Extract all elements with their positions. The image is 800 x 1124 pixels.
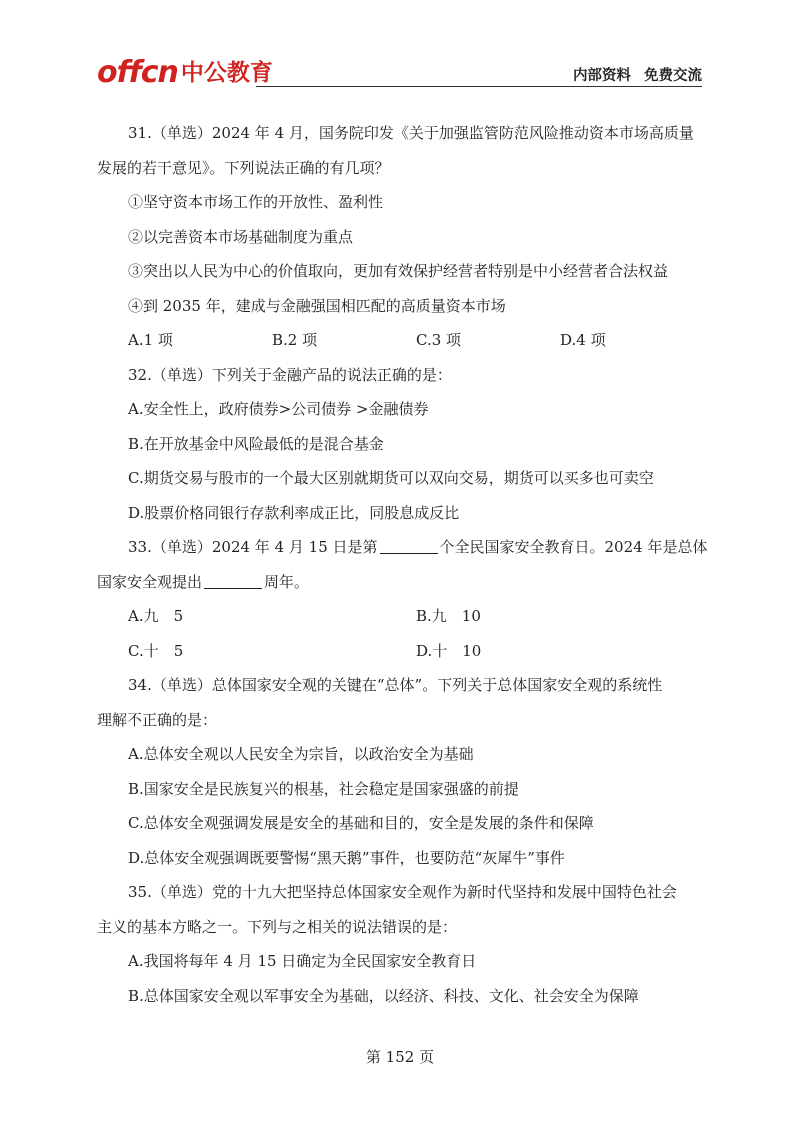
- header-divider: [256, 86, 702, 87]
- q31-statement-3: ③突出以人民为中心的价值取向，更加有效保护经营者特别是中小经营者合法权益: [128, 262, 669, 280]
- q31-option-c: C.3 项: [416, 331, 462, 349]
- tag-free: 免费交流: [644, 68, 702, 84]
- q32-option-d: D.股票价格同银行存款利率成正比，同股息成反比: [128, 503, 460, 522]
- q33-option-a: A.九 5: [128, 607, 184, 625]
- q31-options: [128, 323, 704, 358]
- q35-stem-line2: 主义的基本方略之一。下列与之相关的说法错误的是：: [97, 917, 458, 936]
- q35-option-a: A.我国将每年 4 月 15 日确定为全民国家安全教育日: [128, 952, 477, 970]
- q33-stem-part4: 周年。: [264, 572, 310, 591]
- q31-option-d: D.4 项: [560, 331, 606, 349]
- question-content: [97, 116, 708, 1013]
- q33-stem-line2: [97, 565, 704, 600]
- q33-option-d: D.十 10: [416, 641, 482, 660]
- q33-options-row1: [128, 599, 704, 634]
- q33-stem-line1: [128, 530, 708, 565]
- q31-option-a: A.1 项: [128, 331, 173, 349]
- q33-stem-part3: 国家安全观提出: [97, 572, 203, 591]
- q33-blank-1: [380, 539, 438, 554]
- q31-statement-1: ①坚守资本市场工作的开放性、盈利性: [128, 193, 384, 211]
- q31-stem-line1: 31.（单选）2024 年 4 月，国务院印发《关于加强监管防范风险推动资本市场高质量: [128, 124, 694, 142]
- q31-statement-4: ④到 2035 年，建成与金融强国相匹配的高质量资本市场: [128, 296, 506, 315]
- q31-stem-line2: 发展的若干意见》。下列说法正确的有几项？: [97, 158, 390, 177]
- q33-option-c: C.十 5: [128, 641, 184, 660]
- page-number: 第 152 页: [365, 1048, 435, 1066]
- q35-stem-line1: 35.（单选）党的十九大把坚持总体国家安全观作为新时代坚持和发展中国特色社会: [128, 883, 677, 901]
- q34-option-a: A.总体安全观以人民安全为宗旨，以政治安全为基础: [128, 745, 474, 763]
- q34-option-d: D.总体安全观强调既要警惕“黑天鹅”事件，也要防范“灰犀牛”事件: [128, 848, 565, 867]
- offcn-logo: [97, 56, 273, 90]
- header-tagline: [573, 64, 702, 85]
- q34-stem-line2: 理解不正确的是：: [97, 710, 218, 729]
- q33-stem-part2: 个全民国家安全教育日。2024 年是总体: [439, 538, 708, 556]
- q34-option-b: B.国家安全是民族复兴的根基，社会稳定是国家强盛的前提: [128, 779, 519, 798]
- q34-stem-line1: 34.（单选）总体国家安全观的关键在“总体”。下列关于总体国家安全观的系统性: [128, 676, 663, 694]
- q31-statement-2: ②以完善资本市场基础制度为重点: [128, 227, 354, 246]
- logo-cn-text: 中公教育: [180, 60, 273, 86]
- q32-option-c: C.期货交易与股市的一个最大区别就期货可以双向交易，期货可以买多也可卖空: [128, 469, 654, 487]
- q33-blank-2: [204, 574, 262, 589]
- q34-option-c: C.总体安全观强调发展是安全的基础和目的，安全是发展的条件和保障: [128, 814, 594, 832]
- logo-latin-text: offcn: [97, 55, 178, 90]
- q32-option-b: B.在开放基金中风险最低的是混合基金: [128, 434, 384, 453]
- page-header: [0, 0, 800, 100]
- q32-option-a: A.安全性上，政府债券>公司债券 >金融债券: [128, 400, 429, 418]
- tag-internal: 内部资料: [572, 68, 631, 84]
- q33-stem-part1: 33.（单选）2024 年 4 月 15 日是第: [128, 538, 378, 556]
- q32-stem: 32.（单选）下列关于金融产品的说法正确的是：: [128, 365, 452, 384]
- q33-option-b: B.九 10: [416, 607, 481, 625]
- q31-option-b: B.2 项: [272, 331, 318, 349]
- q35-option-b: B.总体国家安全观以军事安全为基础，以经济、科技、文化、社会安全为保障: [128, 986, 639, 1005]
- q33-options-row2: [128, 634, 704, 669]
